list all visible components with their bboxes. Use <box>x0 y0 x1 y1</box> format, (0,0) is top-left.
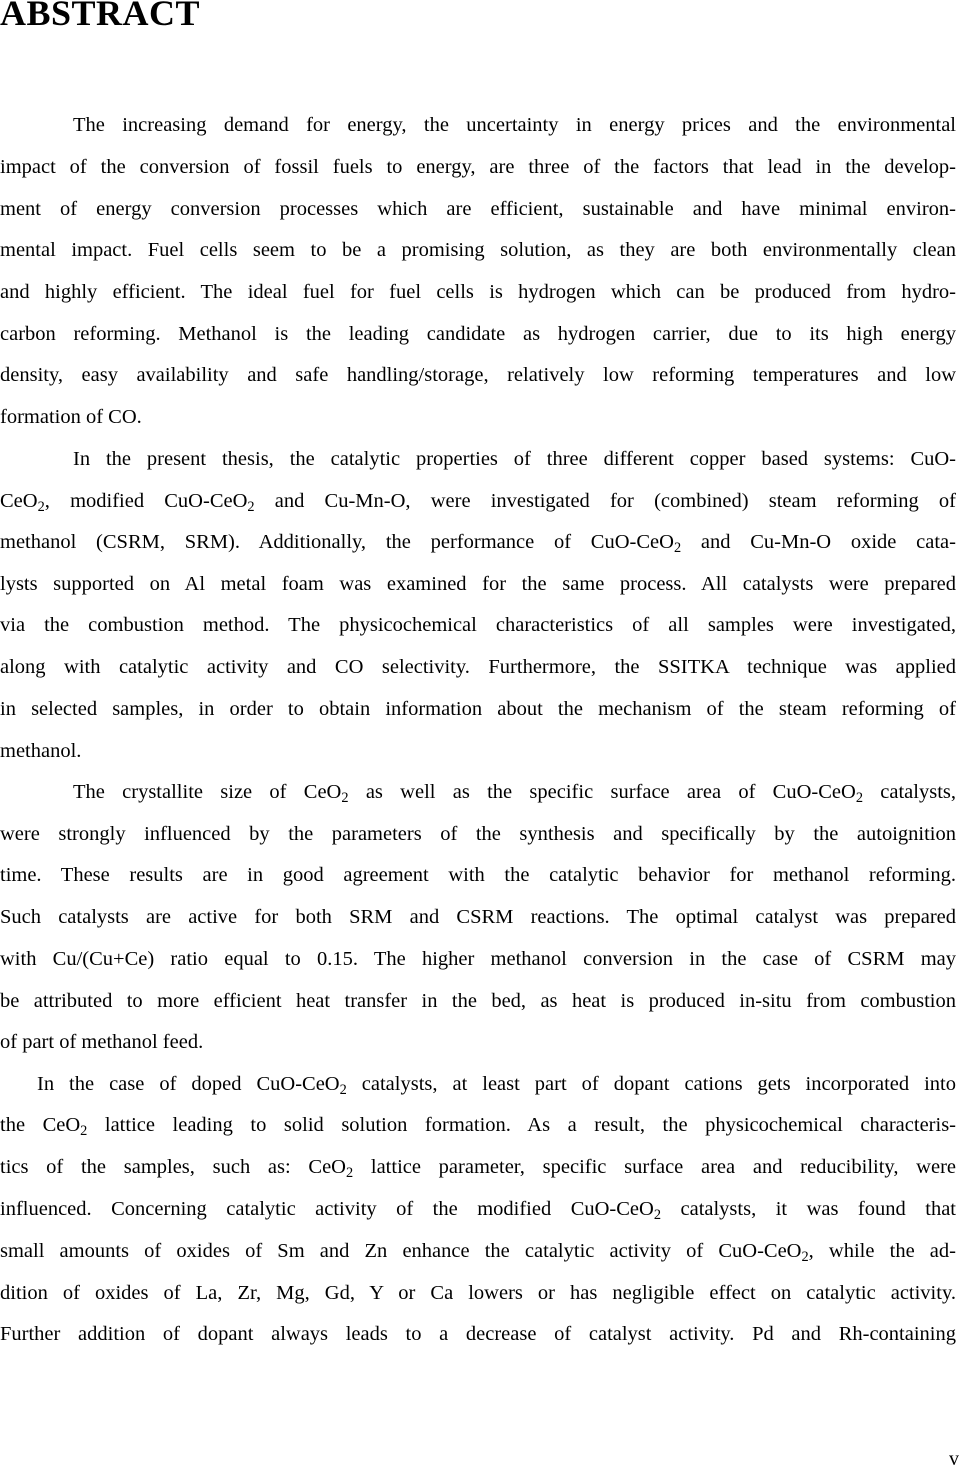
subscript: 2 <box>855 790 863 807</box>
text-line <box>0 946 956 972</box>
text-run: and highly efficient. The ideal fuel for fuel cells is hydrogen which can be produced from hydro- <box>0 281 956 303</box>
text-run: The increasing demand for energy, the uncertainty in energy prices and the environmental <box>73 114 956 136</box>
text-line <box>0 1321 956 1347</box>
text-run: ment of energy conversion processes which are efficient, sustainable and have minimal environ- <box>0 198 956 220</box>
text-line <box>0 1154 956 1180</box>
text-run: lattice parameter, specific surface area and reducibility, were <box>353 1156 957 1178</box>
text-run: dition of oxides of La, Zr, Mg, Gd, Y or Ca lowers or has negligible effect on catalytic activity. <box>0 1282 956 1304</box>
text-line <box>0 988 956 1014</box>
text-line <box>0 738 956 764</box>
page-number: v <box>949 1448 959 1470</box>
text-run: were strongly influenced by the parameters of the synthesis and specifically by the autoignition <box>0 823 956 845</box>
text-run: lysts supported on Al metal foam was examined for the same process. All catalysts were prepared <box>0 573 956 595</box>
text-line <box>0 1280 956 1306</box>
text-run: methanol (CSRM, SRM). Additionally, the performance of CuO-CeO <box>0 531 674 553</box>
text-line <box>0 571 956 597</box>
text-line <box>0 404 956 430</box>
text-run: density, easy availability and safe handling/storage, relatively low reforming temperatures and low <box>0 364 956 386</box>
subscript: 2 <box>80 1123 88 1140</box>
text-run: influenced. Concerning catalytic activity of the modified CuO-CeO <box>0 1198 654 1220</box>
text-line <box>73 112 956 138</box>
text-run: , while the ad- <box>808 1240 956 1262</box>
text-line <box>73 446 956 472</box>
subscript: 2 <box>339 1082 347 1099</box>
text-line <box>0 279 956 305</box>
text-line <box>0 1029 956 1055</box>
text-run: along with catalytic activity and CO selectivity. Furthermore, the SSITKA technique was applied <box>0 656 956 678</box>
text-line <box>0 362 956 388</box>
text-run: , modified CuO-CeO <box>44 490 248 512</box>
text-run: catalysts, at least part of dopant cations gets incorporated into <box>346 1073 957 1095</box>
text-run: of part of methanol feed. <box>0 1031 204 1053</box>
subscript: 2 <box>801 1249 809 1266</box>
text-run: tics of the samples, such as: CeO <box>0 1156 346 1178</box>
text-run: with Cu/(Cu+Ce) ratio equal to 0.15. The higher methanol conversion in the case of CSRM may <box>0 948 956 970</box>
text-line <box>0 321 956 347</box>
text-run: lattice leading to solid solution formation. As a result, the physicochemical characteris- <box>87 1114 956 1136</box>
text-line <box>0 1238 956 1264</box>
text-run: formation of CO. <box>0 406 142 428</box>
text-line <box>0 529 956 555</box>
subscript: 2 <box>341 790 349 807</box>
text-run: catalysts, it was found that <box>661 1198 956 1220</box>
text-line <box>73 779 956 805</box>
abstract-heading: ABSTRACT <box>0 0 201 33</box>
text-run: Such catalysts are active for both SRM and CSRM reactions. The optimal catalyst was prepared <box>0 906 956 928</box>
text-run: carbon reforming. Methanol is the leading candidate as hydrogen carrier, due to its high energy <box>0 323 956 345</box>
text-run: impact of the conversion of fossil fuels to energy, are three of the factors that lead in the develop- <box>0 156 956 178</box>
text-line <box>0 488 956 514</box>
subscript: 2 <box>673 540 682 557</box>
text-run: methanol. <box>0 740 82 762</box>
text-run: and Cu-Mn-O oxide cata- <box>681 531 956 553</box>
text-run: in selected samples, in order to obtain information about the mechanism of the steam reforming of <box>0 698 956 720</box>
text-run: small amounts of oxides of Sm and Zn enhance the catalytic activity of CuO-CeO <box>0 1240 802 1262</box>
text-line <box>0 1196 956 1222</box>
text-line <box>0 654 956 680</box>
text-line <box>0 237 956 263</box>
text-line <box>0 821 956 847</box>
text-line <box>37 1071 956 1097</box>
text-run: In the present thesis, the catalytic properties of three different copper based systems: CuO- <box>73 448 956 470</box>
subscript: 2 <box>653 1207 662 1224</box>
text-run: In the case of doped CuO-CeO <box>37 1073 340 1095</box>
text-run: time. These results are in good agreement with the catalytic behavior for methanol reforming. <box>0 864 956 886</box>
text-line <box>0 1112 956 1138</box>
subscript: 2 <box>346 1165 354 1182</box>
text-run: via the combustion method. The physicochemical characteristics of all samples were investigated, <box>0 614 956 636</box>
text-line <box>0 696 956 722</box>
text-line <box>0 612 956 638</box>
text-run: and Cu-Mn-O, were investigated for (combined) steam reforming of <box>254 490 956 512</box>
text-line <box>0 862 956 888</box>
text-run: the CeO <box>0 1114 81 1136</box>
subscript: 2 <box>37 499 45 516</box>
text-run: mental impact. Fuel cells seem to be a promising solution, as they are both environmentally clean <box>0 239 956 261</box>
text-run: as well as the specific surface area of CuO-CeO <box>348 781 856 803</box>
text-run: catalysts, <box>863 781 956 803</box>
subscript: 2 <box>247 499 255 516</box>
text-run: Further addition of dopant always leads to a decrease of catalyst activity. Pd and Rh-containing <box>0 1323 956 1345</box>
text-run: be attributed to more efficient heat transfer in the bed, as heat is produced in-situ from combustion <box>0 990 956 1012</box>
text-run: CeO <box>0 490 38 512</box>
text-line <box>0 196 956 222</box>
text-line <box>0 154 956 180</box>
text-run: The crystallite size of CeO <box>73 781 342 803</box>
text-line <box>0 904 956 930</box>
